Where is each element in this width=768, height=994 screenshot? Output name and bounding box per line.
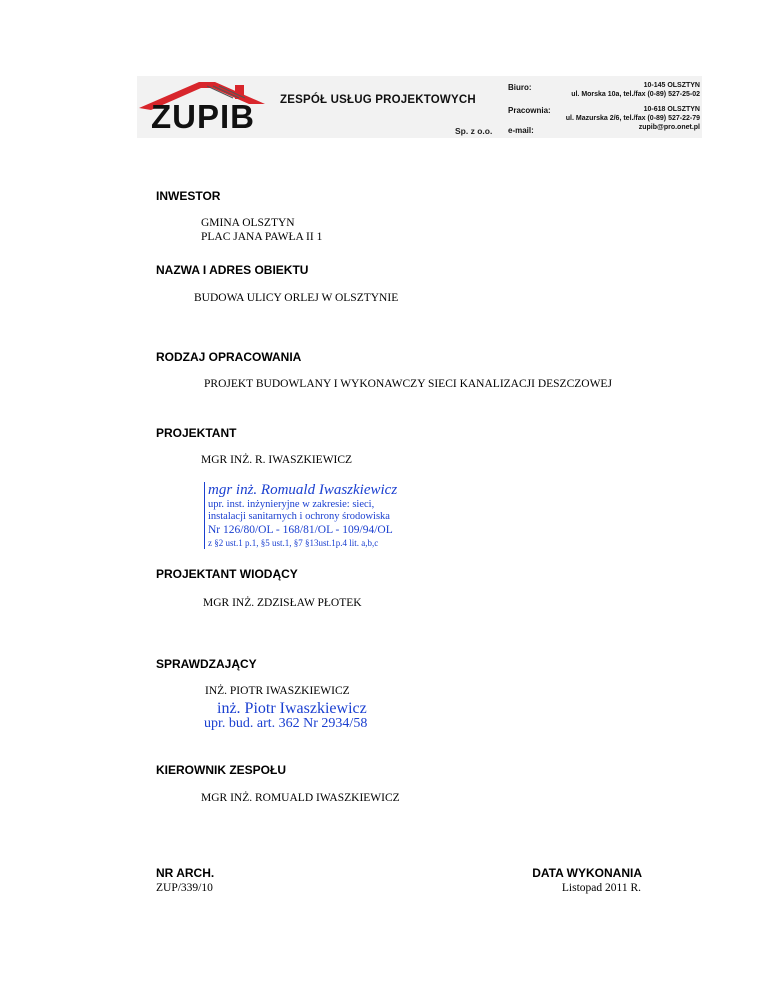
stamp-line2: instalacji sanitarnych i ochrony środowiska <box>208 511 390 522</box>
inwestor-line2: PLAC JANA PAWŁA II 1 <box>201 231 323 243</box>
projektant-wiodacy-label: PROJEKTANT WIODĄCY <box>156 567 298 581</box>
inwestor-line1: GMINA OLSZTYN <box>201 217 295 229</box>
biuro-address: ul. Morska 10a, tel./fax (0-89) 527-25-02 <box>571 91 700 98</box>
biuro-label: Biuro: <box>508 83 532 92</box>
projektant-label: PROJEKTANT <box>156 426 237 440</box>
sprawdzajacy-value: INŻ. PIOTR IWASZKIEWICZ <box>205 685 350 697</box>
obiekt-label: NAZWA I ADRES OBIEKTU <box>156 263 309 277</box>
sprawdzajacy-label: SPRAWDZAJĄCY <box>156 657 257 671</box>
opracowanie-value: PROJEKT BUDOWLANY I WYKONAWCZY SIECI KANALIZACJI DESZCZOWEJ <box>204 378 612 390</box>
projektant-value: MGR INŻ. R. IWASZKIEWICZ <box>201 454 353 466</box>
sprawdzajacy-stamp-line: upr. bud. art. 362 Nr 2934/58 <box>204 716 368 731</box>
projektant-wiodacy-value: MGR INŻ. ZDZISŁAW PŁOTEK <box>203 597 362 609</box>
stamp-line3: Nr 126/80/OL - 168/81/OL - 109/94/OL <box>208 524 393 536</box>
stamp-line1: upr. inst. inżynieryjne w zakresie: sieci, <box>208 499 375 510</box>
nr-arch-label: NR ARCH. <box>156 866 215 880</box>
company-name: ZESPÓŁ USŁUG PROJEKTOWYCH <box>280 94 476 106</box>
email-link[interactable]: zupib@pro.onet.pl <box>638 124 700 131</box>
biuro-city: 10-145 OLSZTYN <box>643 82 700 89</box>
data-wykonania-value: Listopad 2011 R. <box>561 882 641 894</box>
pracownia-label: Pracownia: <box>508 106 551 115</box>
sprawdzajacy-stamp-name: inż. Piotr Iwaszkiewicz <box>217 700 367 717</box>
email-label: e-mail: <box>508 126 534 135</box>
logo-text: ZUPIB <box>151 98 255 135</box>
legal-form: Sp. z o.o. <box>455 126 493 136</box>
data-wykonania-label: DATA WYKONANIA <box>532 866 642 880</box>
pracownia-address: ul. Mazurska 2/6, tel./fax (0-89) 527-22-79 <box>565 115 700 122</box>
pracownia-city: 10-618 OLSZTYN <box>643 106 700 113</box>
inwestor-label: INWESTOR <box>156 189 221 203</box>
kierownik-value: MGR INŻ. ROMUALD IWASZKIEWICZ <box>201 792 400 804</box>
obiekt-value: BUDOWA ULICY ORLEJ W OLSZTYNIE <box>194 292 399 304</box>
kierownik-label: KIEROWNIK ZESPOŁU <box>156 763 287 777</box>
stamp-name: mgr inż. Romuald Iwaszkiewicz <box>208 482 398 498</box>
opracowanie-label: RODZAJ OPRACOWANIA <box>156 350 302 364</box>
letterhead <box>137 76 702 138</box>
projektant-stamp <box>204 482 397 549</box>
stamp-line4: z §2 ust.1 p.1, §5 ust.1, §7 §13ust.1p.4 lit. a,b,c <box>208 538 379 548</box>
nr-arch-value: ZUP/339/10 <box>156 882 213 894</box>
